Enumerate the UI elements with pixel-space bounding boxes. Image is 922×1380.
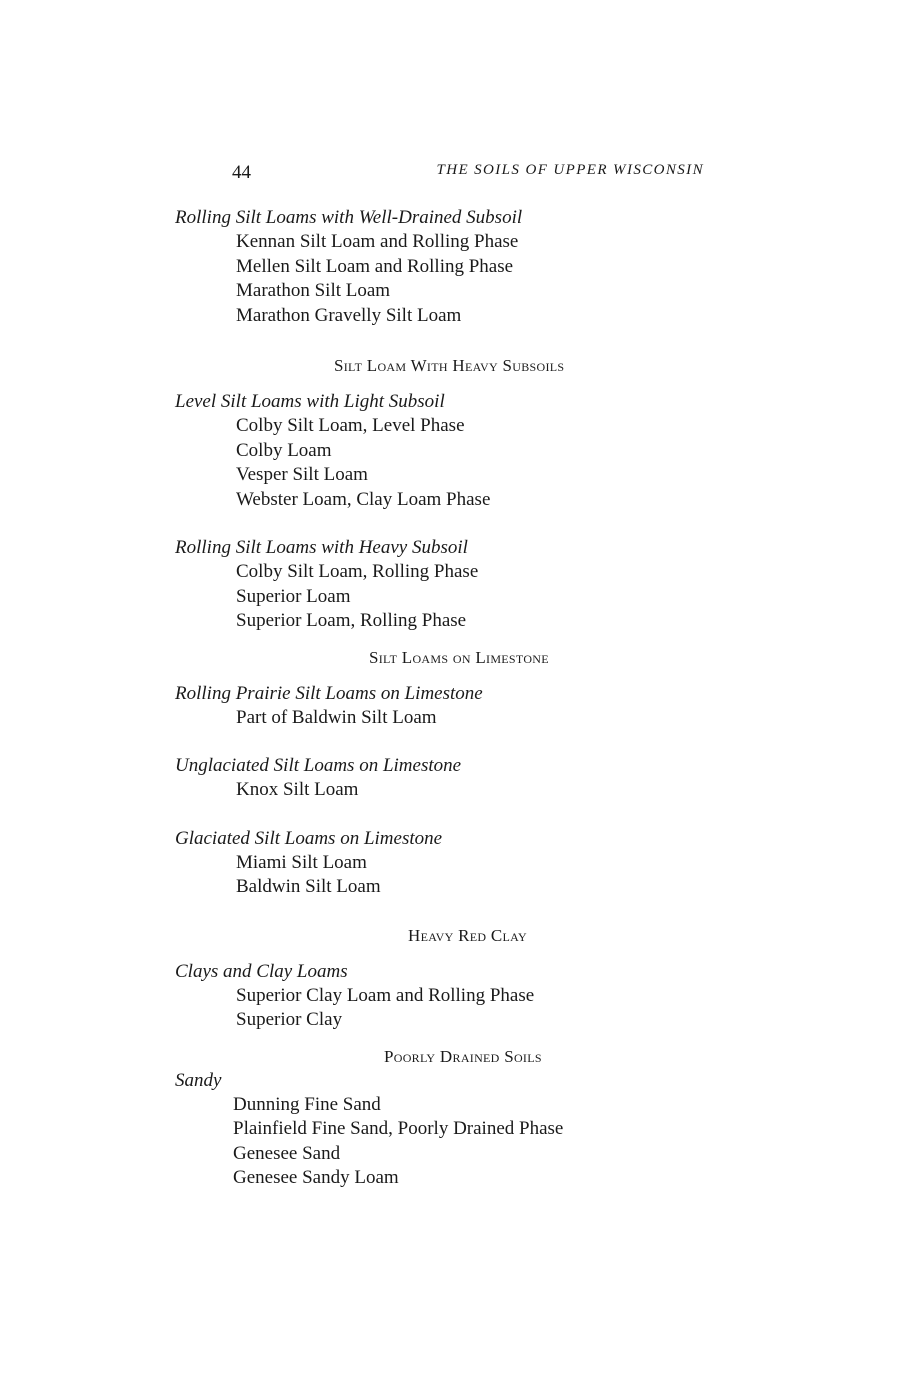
soil-item: Marathon Gravelly Silt Loam xyxy=(236,304,462,326)
soil-item: Colby Silt Loam, Rolling Phase xyxy=(236,561,479,582)
soil-group xyxy=(175,827,735,900)
group-title: Clays and Clay Loams xyxy=(175,960,348,982)
soil-classification-list xyxy=(175,206,735,1191)
soil-item: Vesper Silt Loam xyxy=(236,464,368,485)
soil-item: Webster Loam, Clay Loam Phase xyxy=(236,488,491,510)
soil-item: Genesee Sand xyxy=(233,1142,341,1164)
soil-item: Kennan Silt Loam and Rolling Phase xyxy=(236,231,519,252)
group-title: Level Silt Loams with Light Subsoil xyxy=(175,391,445,412)
group-title: Rolling Silt Loams with Well-Drained Subsoil xyxy=(175,207,523,228)
page-header xyxy=(232,160,704,188)
soil-item: Superior Loam xyxy=(236,585,351,607)
soil-group xyxy=(175,1069,735,1191)
soil-item: Superior Loam, Rolling Phase xyxy=(236,610,467,631)
soil-group xyxy=(175,536,735,634)
soil-item: Superior Clay Loam and Rolling Phase xyxy=(236,984,535,1006)
group-title: Sandy xyxy=(175,1069,222,1091)
soil-item: Marathon Silt Loam xyxy=(236,280,391,301)
soil-item: Mellen Silt Loam and Rolling Phase xyxy=(236,255,514,277)
soil-item: Colby Silt Loam, Level Phase xyxy=(236,415,465,436)
section-heading: Silt Loam With Heavy Subsoils xyxy=(334,356,565,375)
soil-item: Miami Silt Loam xyxy=(236,851,367,873)
page-number: 44 xyxy=(232,162,251,183)
soil-item: Dunning Fine Sand xyxy=(233,1093,381,1115)
soil-group xyxy=(175,754,735,803)
soil-item: Part of Baldwin Silt Loam xyxy=(236,706,437,728)
soil-item: Knox Silt Loam xyxy=(236,779,359,800)
section-heading: Poorly Drained Soils xyxy=(384,1046,542,1066)
group-title: Unglaciated Silt Loams on Limestone xyxy=(175,755,462,776)
group-title: Glaciated Silt Loams on Limestone xyxy=(175,827,443,849)
soil-item: Baldwin Silt Loam xyxy=(236,876,381,897)
soil-group xyxy=(175,390,735,512)
soil-item: Genesee Sandy Loam xyxy=(233,1167,399,1188)
running-head: THE SOILS OF UPPER WISCONSIN xyxy=(436,162,704,178)
soil-item: Plainfield Fine Sand, Poorly Drained Phase xyxy=(233,1118,564,1139)
soil-group xyxy=(175,206,735,328)
group-title: Rolling Silt Loams with Heavy Subsoil xyxy=(175,537,468,558)
soil-group xyxy=(175,682,735,731)
soil-group xyxy=(175,960,735,1033)
soil-item: Superior Clay xyxy=(236,1009,343,1030)
section-heading: Silt Loams on Limestone xyxy=(369,647,549,667)
group-title: Rolling Prairie Silt Loams on Limestone xyxy=(175,682,483,704)
section-heading: Heavy Red Clay xyxy=(408,925,527,945)
soil-item: Colby Loam xyxy=(236,439,332,461)
